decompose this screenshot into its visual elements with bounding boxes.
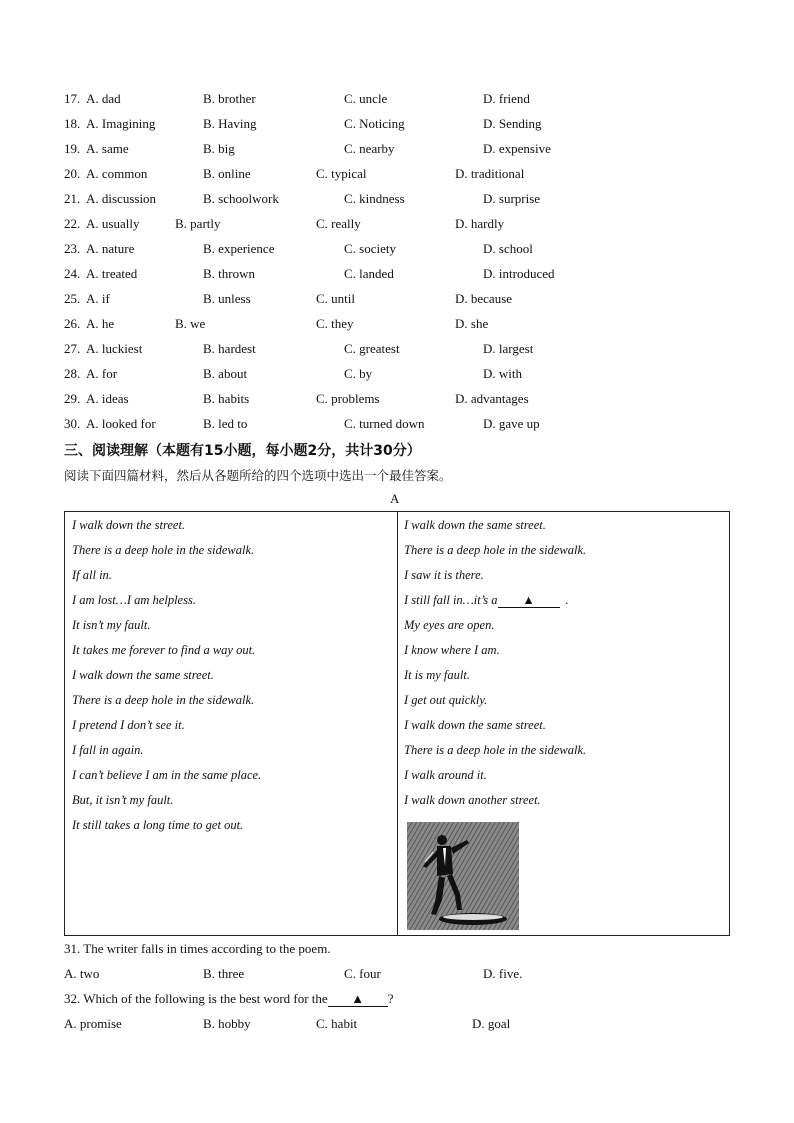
option-b[interactable]: B. brother <box>203 91 256 106</box>
option-b[interactable]: B. Having <box>203 116 257 131</box>
option-b[interactable]: B. big <box>203 141 235 156</box>
option-a[interactable]: A. dad <box>86 91 121 106</box>
poem-right-line: I know where I am. <box>404 643 500 657</box>
question-32-stem <box>64 990 393 1008</box>
option-b[interactable]: B. partly <box>175 216 221 231</box>
option-b[interactable]: B. thrown <box>203 266 255 281</box>
poem-left-line: I walk down the same street. <box>72 668 214 682</box>
question-number: 26. <box>64 316 81 331</box>
question-number: 30. <box>64 416 81 431</box>
table-divider <box>397 512 398 935</box>
option-d[interactable]: D. school <box>483 241 533 256</box>
option-c[interactable]: C. really <box>316 216 361 231</box>
option-c[interactable]: C. by <box>344 366 373 381</box>
option-c[interactable]: C. society <box>344 241 396 256</box>
poem-right-line: I get out quickly. <box>404 693 488 707</box>
poem-right-line: It is my fault. <box>404 668 470 682</box>
poem-right-line: I walk down another street. <box>404 793 541 807</box>
question-number: 28. <box>64 366 81 381</box>
option-a[interactable]: A. nature <box>86 241 135 256</box>
option-a[interactable]: A. looked for <box>86 416 156 431</box>
question-number: 20. <box>64 166 81 181</box>
poem-right-line: There is a deep hole in the sidewalk. <box>404 543 587 557</box>
q32-stem-after: ? <box>387 991 394 1006</box>
option-d[interactable]: D. expensive <box>483 141 551 156</box>
poem-left-line: There is a deep hole in the sidewalk. <box>72 543 255 557</box>
option-b[interactable]: B. unless <box>203 291 251 306</box>
option-c[interactable]: C. until <box>316 291 356 306</box>
question-number: 18. <box>64 116 81 131</box>
option-c[interactable]: C. nearby <box>344 141 395 156</box>
q32-option-a[interactable]: A. promise <box>64 1016 122 1031</box>
option-a[interactable]: A. he <box>86 316 115 331</box>
option-c[interactable]: C. kindness <box>344 191 405 206</box>
option-a[interactable]: A. usually <box>86 216 140 231</box>
option-b[interactable]: B. led to <box>203 416 248 431</box>
option-a[interactable]: A. common <box>86 166 148 181</box>
option-c[interactable]: C. uncle <box>344 91 388 106</box>
poem-left-line: It takes me forever to find a way out. <box>72 643 256 657</box>
option-b[interactable]: B. we <box>175 316 206 331</box>
man-falling-illustration <box>407 822 519 930</box>
poem-left-line: I can’t believe I am in the same place. <box>72 768 262 782</box>
option-c[interactable]: C. turned down <box>344 416 425 431</box>
option-d[interactable]: D. hardly <box>455 216 505 231</box>
option-d[interactable]: D. gave up <box>483 416 540 431</box>
passage-label: A <box>390 491 400 506</box>
poem-right-line: I walk down the same street. <box>404 518 546 532</box>
option-a[interactable]: A. if <box>86 291 110 306</box>
poem-right-line: I saw it is there. <box>404 568 484 582</box>
poem-left-line: I fall in again. <box>72 743 144 757</box>
poem-blank-line <box>404 591 569 609</box>
question-number: 19. <box>64 141 81 156</box>
poem-left-line: There is a deep hole in the sidewalk. <box>72 693 255 707</box>
poem-right-line: My eyes are open. <box>404 618 495 632</box>
section-instructions: 阅读下面四篇材料，然后从各题所给的四个选项中选出一个最佳答案。 <box>64 468 452 483</box>
option-b[interactable]: B. habits <box>203 391 250 406</box>
option-d[interactable]: D. friend <box>483 91 530 106</box>
q32-option-d[interactable]: D. goal <box>472 1016 511 1031</box>
option-a[interactable]: A. luckiest <box>86 341 143 356</box>
option-a[interactable]: A. discussion <box>86 191 157 206</box>
q32-blank: ▲ <box>328 992 388 1007</box>
option-a[interactable]: A. treated <box>86 266 138 281</box>
option-d[interactable]: D. traditional <box>455 166 525 181</box>
option-c[interactable]: C. Noticing <box>344 116 405 131</box>
poem-right-line: There is a deep hole in the sidewalk. <box>404 743 587 757</box>
option-c[interactable]: C. greatest <box>344 341 400 356</box>
question-number: 23. <box>64 241 81 256</box>
q31-option-b[interactable]: B. three <box>203 966 245 981</box>
q31-option-d[interactable]: D. five. <box>483 966 523 981</box>
poem-left-line: But, it isn’t my fault. <box>72 793 174 807</box>
question-31-stem: 31. The writer falls in times according to the poem. <box>64 941 331 956</box>
q31-option-a[interactable]: A. two <box>64 966 100 981</box>
option-b[interactable]: B. experience <box>203 241 275 256</box>
question-number: 24. <box>64 266 81 281</box>
option-d[interactable]: D. with <box>483 366 522 381</box>
option-d[interactable]: D. she <box>455 316 489 331</box>
option-b[interactable]: B. about <box>203 366 248 381</box>
poem-left-line: It still takes a long time to get out. <box>72 818 244 832</box>
poem-left-line: I walk down the street. <box>72 518 186 532</box>
poem-table <box>64 511 730 936</box>
poem-left-line: If all in. <box>72 568 112 582</box>
section-title: 三、阅读理解（本题有15小题，每小题2分，共计30分） <box>64 443 421 459</box>
q32-option-b[interactable]: B. hobby <box>203 1016 251 1031</box>
poem-right-line: I walk around it. <box>404 768 487 782</box>
option-c[interactable]: C. landed <box>344 266 394 281</box>
poem-left-line: I am lost…I am helpless. <box>72 593 196 607</box>
option-c[interactable]: C. they <box>316 316 354 331</box>
q32-stem-before: 32. Which of the following is the best word for the <box>64 991 328 1006</box>
q31-option-c[interactable]: C. four <box>344 966 381 981</box>
poem-blank: ▲ <box>498 593 560 608</box>
option-b[interactable]: B. online <box>203 166 251 181</box>
option-d[interactable]: D. Sending <box>483 116 542 131</box>
option-b[interactable]: B. hardest <box>203 341 256 356</box>
option-d[interactable]: D. advantages <box>455 391 529 406</box>
option-a[interactable]: A. ideas <box>86 391 129 406</box>
option-a[interactable]: A. same <box>86 141 129 156</box>
question-number: 22. <box>64 216 81 231</box>
poem-right-line: I walk down the same street. <box>404 718 546 732</box>
poem-left-line: I pretend I don’t see it. <box>72 718 185 732</box>
question-number: 29. <box>64 391 81 406</box>
option-c[interactable]: C. problems <box>316 391 380 406</box>
option-a[interactable]: A. Imagining <box>86 116 156 131</box>
option-d[interactable]: D. surprise <box>483 191 541 206</box>
poem-left-line: It isn’t my fault. <box>72 618 151 632</box>
option-d[interactable]: D. introduced <box>483 266 555 281</box>
option-a[interactable]: A. for <box>86 366 118 381</box>
option-d[interactable]: D. largest <box>483 341 534 356</box>
option-b[interactable]: B. schoolwork <box>203 191 279 206</box>
question-number: 27. <box>64 341 81 356</box>
question-number: 21. <box>64 191 81 206</box>
option-d[interactable]: D. because <box>455 291 513 306</box>
blank-line-after: . <box>565 593 569 607</box>
question-number: 25. <box>64 291 81 306</box>
blank-line-before: I still fall in…it’s a <box>404 593 498 607</box>
question-number: 17. <box>64 91 81 106</box>
q32-option-c[interactable]: C. habit <box>316 1016 358 1031</box>
option-c[interactable]: C. typical <box>316 166 367 181</box>
